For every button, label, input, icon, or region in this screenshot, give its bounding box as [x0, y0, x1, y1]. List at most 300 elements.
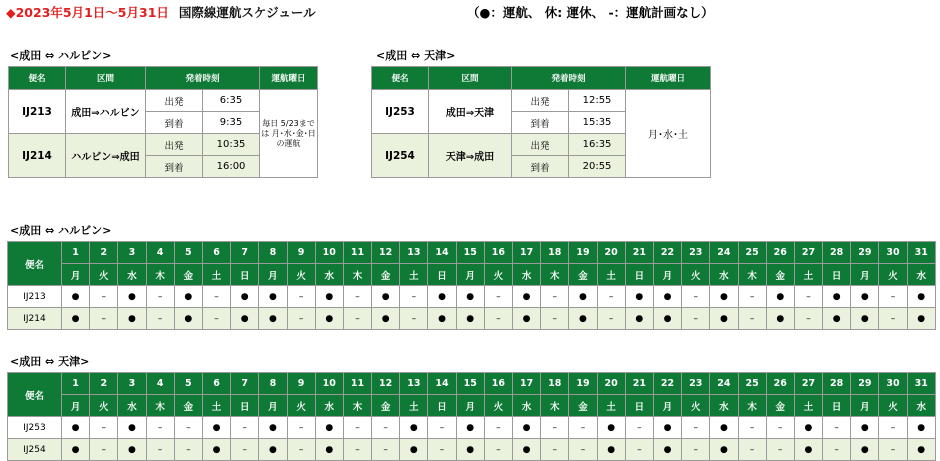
- weekday-label: 木: [343, 264, 371, 286]
- flight-number: IJ253: [8, 417, 62, 439]
- day-number: 3: [118, 242, 146, 264]
- operating-mark: ●: [597, 439, 625, 461]
- calendar-label-harbin: <成田 ⇔ ハルビン>: [10, 224, 112, 237]
- time-type: 到着: [146, 112, 203, 134]
- weekday-label: 月: [62, 264, 90, 286]
- weekday-label: 金: [766, 395, 794, 417]
- day-number: 24: [710, 373, 738, 395]
- operating-mark: ●: [569, 286, 597, 308]
- weekday-label: 火: [484, 395, 512, 417]
- no-service-mark: –: [174, 417, 202, 439]
- weekday-label: 土: [400, 264, 428, 286]
- no-service-mark: –: [146, 308, 174, 330]
- col-flight-header: 便名: [372, 67, 429, 90]
- weekday-label: 日: [625, 264, 653, 286]
- day-number: 28: [823, 373, 851, 395]
- day-number: 15: [456, 242, 484, 264]
- operating-mark: ●: [315, 308, 343, 330]
- weekday-label: 水: [710, 395, 738, 417]
- no-service-mark: –: [738, 286, 766, 308]
- route-segment: 天津⇒成田: [429, 134, 512, 178]
- time-type: 到着: [512, 156, 569, 178]
- no-service-mark: –: [287, 417, 315, 439]
- day-number: 5: [174, 242, 202, 264]
- weekday-label: 金: [372, 395, 400, 417]
- weekday-label: 土: [794, 395, 822, 417]
- no-service-mark: –: [484, 308, 512, 330]
- day-number: 22: [653, 242, 681, 264]
- day-number: 13: [400, 242, 428, 264]
- weekday-label: 火: [287, 264, 315, 286]
- operating-mark: ●: [202, 439, 230, 461]
- day-number: 16: [484, 242, 512, 264]
- weekday-label: 火: [90, 395, 118, 417]
- operating-mark: ●: [202, 417, 230, 439]
- day-number: 29: [851, 242, 879, 264]
- time-type: 出発: [512, 90, 569, 112]
- no-service-mark: –: [879, 439, 907, 461]
- no-service-mark: –: [597, 286, 625, 308]
- no-service-mark: –: [541, 308, 569, 330]
- time-value: 10:35: [203, 134, 260, 156]
- no-service-mark: –: [231, 417, 259, 439]
- no-service-mark: –: [484, 439, 512, 461]
- day-number: 7: [231, 373, 259, 395]
- operating-mark: ●: [597, 417, 625, 439]
- weekday-label: 火: [879, 395, 907, 417]
- operating-mark: ●: [823, 286, 851, 308]
- operating-mark: ●: [766, 286, 794, 308]
- flight-number: IJ213: [9, 90, 66, 134]
- operating-mark: ●: [513, 286, 541, 308]
- operating-mark: ●: [653, 308, 681, 330]
- period-title: ◆2023年5月1日～5月31日: [6, 5, 169, 20]
- weekday-label: 木: [738, 395, 766, 417]
- no-service-mark: –: [738, 439, 766, 461]
- weekday-label: 火: [484, 264, 512, 286]
- operating-mark: ●: [653, 286, 681, 308]
- no-service-mark: –: [823, 439, 851, 461]
- col-days-header: 運航曜日: [260, 67, 318, 90]
- weekday-label: 日: [428, 395, 456, 417]
- operating-mark: ●: [231, 286, 259, 308]
- time-value: 16:00: [203, 156, 260, 178]
- operating-mark: ●: [62, 286, 90, 308]
- time-value: 15:35: [569, 112, 626, 134]
- col-time-header: 発着時刻: [146, 67, 260, 90]
- schedule-title: 国際線運航スケジュール: [178, 5, 316, 20]
- weekday-label: 日: [625, 395, 653, 417]
- day-number: 14: [428, 373, 456, 395]
- table-row: [8, 439, 936, 461]
- weekday-label: 日: [823, 264, 851, 286]
- weekday-label: 金: [174, 395, 202, 417]
- operating-mark: ●: [118, 417, 146, 439]
- day-number: 21: [625, 242, 653, 264]
- day-number: 24: [710, 242, 738, 264]
- operating-mark: ●: [118, 286, 146, 308]
- time-value: 12:55: [569, 90, 626, 112]
- calendar-table-0: [7, 241, 936, 330]
- day-number: 8: [259, 242, 287, 264]
- operating-mark: ●: [653, 439, 681, 461]
- weekday-label: 水: [118, 264, 146, 286]
- day-number: 4: [146, 373, 174, 395]
- operating-mark: ●: [372, 286, 400, 308]
- day-number: 16: [484, 373, 512, 395]
- day-number: 29: [851, 373, 879, 395]
- weekday-label: 月: [653, 264, 681, 286]
- operating-mark: ●: [174, 308, 202, 330]
- day-number: 11: [343, 242, 371, 264]
- day-number: 31: [907, 373, 935, 395]
- page-title: [6, 3, 316, 21]
- day-number: 19: [569, 242, 597, 264]
- calendar-table-1: [7, 372, 936, 461]
- route-segment: 成田⇒天津: [429, 90, 512, 134]
- no-service-mark: –: [879, 286, 907, 308]
- no-service-mark: –: [569, 417, 597, 439]
- operating-mark: ●: [118, 439, 146, 461]
- no-service-mark: –: [484, 286, 512, 308]
- col-route-header: 区間: [66, 67, 146, 90]
- day-number: 18: [541, 242, 569, 264]
- day-number: 27: [794, 373, 822, 395]
- day-number: 22: [653, 373, 681, 395]
- weekday-label: 月: [851, 395, 879, 417]
- operating-mark: ●: [259, 439, 287, 461]
- weekday-label: 木: [146, 264, 174, 286]
- weekday-label: 火: [90, 264, 118, 286]
- no-service-mark: –: [484, 417, 512, 439]
- operating-mark: ●: [231, 308, 259, 330]
- weekday-label: 水: [118, 395, 146, 417]
- day-number: 13: [400, 373, 428, 395]
- weekday-label: 土: [202, 395, 230, 417]
- weekday-label: 月: [456, 395, 484, 417]
- weekday-label: 火: [682, 395, 710, 417]
- weekday-label: 日: [823, 395, 851, 417]
- operating-mark: ●: [823, 308, 851, 330]
- day-number: 25: [738, 242, 766, 264]
- operating-mark: ●: [400, 439, 428, 461]
- weekday-label: 金: [569, 264, 597, 286]
- weekday-label: 水: [907, 264, 935, 286]
- operating-mark: ●: [851, 308, 879, 330]
- operation-days: 月･水･土: [626, 90, 711, 178]
- weekday-label: 木: [541, 395, 569, 417]
- operating-mark: ●: [513, 417, 541, 439]
- operating-mark: ●: [710, 439, 738, 461]
- no-service-mark: –: [625, 417, 653, 439]
- no-service-mark: –: [343, 308, 371, 330]
- weekday-label: 土: [597, 264, 625, 286]
- weekday-label: 金: [569, 395, 597, 417]
- no-service-mark: –: [372, 417, 400, 439]
- operating-mark: ●: [513, 439, 541, 461]
- flight-column-header: 便名: [8, 373, 62, 417]
- operating-mark: ●: [62, 439, 90, 461]
- weekday-label: 土: [202, 264, 230, 286]
- operating-mark: ●: [456, 439, 484, 461]
- day-number: 27: [794, 242, 822, 264]
- day-number: 8: [259, 373, 287, 395]
- day-number: 26: [766, 242, 794, 264]
- operating-mark: ●: [456, 308, 484, 330]
- no-service-mark: –: [682, 439, 710, 461]
- weekday-label: 日: [231, 264, 259, 286]
- no-service-mark: –: [428, 439, 456, 461]
- day-number: 12: [372, 242, 400, 264]
- day-number: 28: [823, 242, 851, 264]
- operating-mark: ●: [907, 417, 935, 439]
- no-service-mark: –: [146, 417, 174, 439]
- day-number: 2: [90, 242, 118, 264]
- no-service-mark: –: [766, 439, 794, 461]
- day-number: 30: [879, 242, 907, 264]
- day-number: 7: [231, 242, 259, 264]
- route-label-harbin: <成田 ⇔ ハルビン>: [10, 49, 112, 62]
- weekday-label: 金: [766, 264, 794, 286]
- weekday-label: 月: [456, 264, 484, 286]
- no-service-mark: –: [146, 286, 174, 308]
- route-segment: ハルビン⇒成田: [66, 134, 146, 178]
- operating-mark: ●: [569, 308, 597, 330]
- day-number: 19: [569, 373, 597, 395]
- col-time-header: 発着時刻: [512, 67, 626, 90]
- weekday-label: 金: [174, 264, 202, 286]
- table-row: [8, 417, 936, 439]
- day-number: 23: [682, 373, 710, 395]
- no-service-mark: –: [541, 439, 569, 461]
- day-number: 1: [62, 373, 90, 395]
- time-type: 到着: [512, 112, 569, 134]
- operating-mark: ●: [62, 417, 90, 439]
- route-table-0: [8, 66, 318, 178]
- operating-mark: ●: [710, 308, 738, 330]
- operating-mark: ●: [710, 286, 738, 308]
- day-number: 26: [766, 373, 794, 395]
- day-number: 3: [118, 373, 146, 395]
- flight-number: IJ254: [372, 134, 429, 178]
- col-days-header: 運航曜日: [626, 67, 711, 90]
- day-number: 6: [202, 373, 230, 395]
- time-value: 9:35: [203, 112, 260, 134]
- weekday-label: 土: [794, 264, 822, 286]
- weekday-label: 日: [231, 395, 259, 417]
- operating-mark: ●: [315, 439, 343, 461]
- flight-number: IJ254: [8, 439, 62, 461]
- day-number: 9: [287, 242, 315, 264]
- day-number: 18: [541, 373, 569, 395]
- weekday-label: 木: [343, 395, 371, 417]
- day-number: 20: [597, 373, 625, 395]
- no-service-mark: –: [372, 439, 400, 461]
- weekday-label: 日: [428, 264, 456, 286]
- no-service-mark: –: [794, 308, 822, 330]
- operating-mark: ●: [794, 439, 822, 461]
- operation-days: 毎日 5/23までは 月･水･金･日 の運航: [260, 90, 318, 178]
- weekday-label: 火: [879, 264, 907, 286]
- day-number: 23: [682, 242, 710, 264]
- no-service-mark: –: [202, 308, 230, 330]
- table-row: [8, 286, 936, 308]
- flight-number: IJ253: [372, 90, 429, 134]
- weekday-label: 水: [710, 264, 738, 286]
- no-service-mark: –: [682, 417, 710, 439]
- weekday-label: 土: [400, 395, 428, 417]
- operating-mark: ●: [766, 308, 794, 330]
- day-number: 10: [315, 373, 343, 395]
- weekday-label: 金: [372, 264, 400, 286]
- weekday-label: 水: [907, 395, 935, 417]
- time-value: 20:55: [569, 156, 626, 178]
- day-number: 17: [513, 242, 541, 264]
- weekday-label: 月: [259, 264, 287, 286]
- no-service-mark: –: [738, 417, 766, 439]
- day-number: 2: [90, 373, 118, 395]
- no-service-mark: –: [90, 417, 118, 439]
- col-flight-header: 便名: [9, 67, 66, 90]
- operating-mark: ●: [456, 417, 484, 439]
- time-value: 16:35: [569, 134, 626, 156]
- no-service-mark: –: [569, 439, 597, 461]
- operating-mark: ●: [428, 308, 456, 330]
- legend-note: （●：運航、 休: 運休、 -：運航計画なし）: [467, 5, 714, 20]
- no-service-mark: –: [879, 308, 907, 330]
- flight-column-header: 便名: [8, 242, 62, 286]
- operating-mark: ●: [62, 308, 90, 330]
- no-service-mark: –: [766, 417, 794, 439]
- no-service-mark: –: [794, 286, 822, 308]
- no-service-mark: –: [400, 308, 428, 330]
- operating-mark: ●: [456, 286, 484, 308]
- no-service-mark: –: [343, 417, 371, 439]
- operating-mark: ●: [710, 417, 738, 439]
- day-number: 4: [146, 242, 174, 264]
- operating-mark: ●: [315, 286, 343, 308]
- day-number: 21: [625, 373, 653, 395]
- operating-mark: ●: [315, 417, 343, 439]
- time-type: 出発: [512, 134, 569, 156]
- no-service-mark: –: [625, 439, 653, 461]
- day-number: 17: [513, 373, 541, 395]
- no-service-mark: –: [597, 308, 625, 330]
- no-service-mark: –: [146, 439, 174, 461]
- no-service-mark: –: [682, 308, 710, 330]
- operating-mark: ●: [625, 308, 653, 330]
- col-route-header: 区間: [429, 67, 512, 90]
- operating-mark: ●: [118, 308, 146, 330]
- route-segment: 成田⇒ハルビン: [66, 90, 146, 134]
- day-number: 9: [287, 373, 315, 395]
- no-service-mark: –: [541, 417, 569, 439]
- route-table-1: [371, 66, 711, 178]
- no-service-mark: –: [231, 439, 259, 461]
- operating-mark: ●: [259, 417, 287, 439]
- no-service-mark: –: [400, 286, 428, 308]
- no-service-mark: –: [287, 308, 315, 330]
- day-number: 25: [738, 373, 766, 395]
- day-number: 1: [62, 242, 90, 264]
- operating-mark: ●: [428, 286, 456, 308]
- day-number: 15: [456, 373, 484, 395]
- weekday-label: 月: [653, 395, 681, 417]
- operating-mark: ●: [625, 286, 653, 308]
- weekday-label: 水: [315, 395, 343, 417]
- day-number: 20: [597, 242, 625, 264]
- operating-mark: ●: [513, 308, 541, 330]
- no-service-mark: –: [823, 417, 851, 439]
- no-service-mark: –: [287, 439, 315, 461]
- time-type: 出発: [146, 90, 203, 112]
- route-label-tianjin: <成田 ⇔ 天津>: [376, 49, 456, 62]
- weekday-label: 月: [259, 395, 287, 417]
- no-service-mark: –: [90, 308, 118, 330]
- operating-mark: ●: [907, 308, 935, 330]
- operating-mark: ●: [851, 286, 879, 308]
- time-type: 出発: [146, 134, 203, 156]
- operating-mark: ●: [174, 286, 202, 308]
- operating-mark: ●: [259, 308, 287, 330]
- weekday-label: 月: [851, 264, 879, 286]
- operating-mark: ●: [794, 417, 822, 439]
- no-service-mark: –: [428, 417, 456, 439]
- no-service-mark: –: [879, 417, 907, 439]
- day-number: 31: [907, 242, 935, 264]
- day-number: 12: [372, 373, 400, 395]
- no-service-mark: –: [541, 286, 569, 308]
- calendar-label-tianjin: <成田 ⇔ 天津>: [10, 355, 90, 368]
- weekday-label: 火: [287, 395, 315, 417]
- flight-number: IJ214: [8, 308, 62, 330]
- weekday-label: 水: [315, 264, 343, 286]
- day-number: 5: [174, 373, 202, 395]
- table-row: [9, 90, 318, 112]
- weekday-label: 火: [682, 264, 710, 286]
- day-number: 6: [202, 242, 230, 264]
- operating-mark: ●: [259, 286, 287, 308]
- no-service-mark: –: [202, 286, 230, 308]
- weekday-label: 木: [738, 264, 766, 286]
- day-number: 11: [343, 373, 371, 395]
- time-value: 6:35: [203, 90, 260, 112]
- flight-number: IJ213: [8, 286, 62, 308]
- operating-mark: ●: [851, 417, 879, 439]
- no-service-mark: –: [287, 286, 315, 308]
- operating-mark: ●: [372, 308, 400, 330]
- day-number: 10: [315, 242, 343, 264]
- table-row: [372, 90, 711, 112]
- operating-mark: ●: [653, 417, 681, 439]
- day-number: 30: [879, 373, 907, 395]
- operating-mark: ●: [907, 286, 935, 308]
- no-service-mark: –: [90, 286, 118, 308]
- no-service-mark: –: [738, 308, 766, 330]
- no-service-mark: –: [682, 286, 710, 308]
- operating-mark: ●: [907, 439, 935, 461]
- operating-mark: ●: [400, 417, 428, 439]
- weekday-label: 木: [146, 395, 174, 417]
- operating-mark: ●: [851, 439, 879, 461]
- weekday-label: 水: [513, 264, 541, 286]
- no-service-mark: –: [174, 439, 202, 461]
- time-type: 到着: [146, 156, 203, 178]
- weekday-label: 月: [62, 395, 90, 417]
- no-service-mark: –: [343, 286, 371, 308]
- weekday-label: 木: [541, 264, 569, 286]
- no-service-mark: –: [90, 439, 118, 461]
